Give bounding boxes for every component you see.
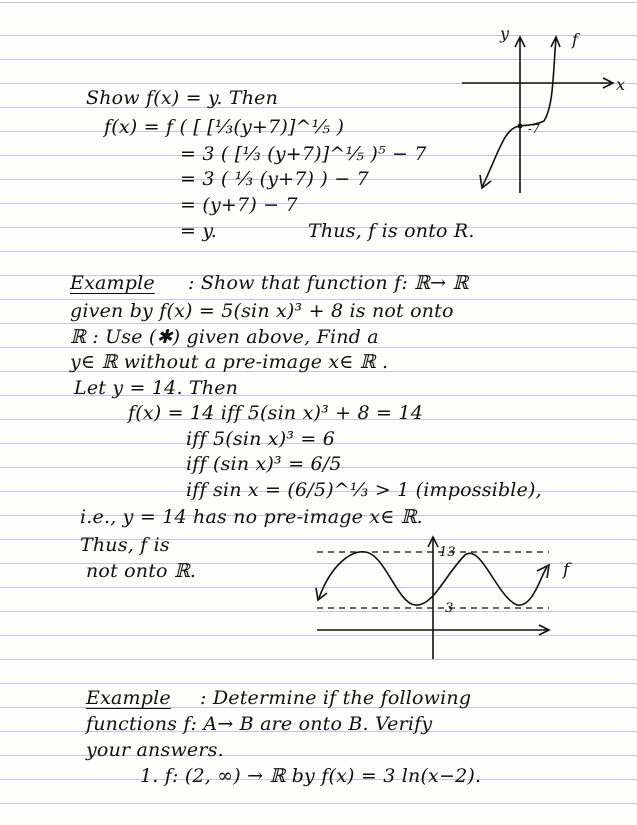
example1-line-1: : Show that function f: ℝ→ ℝ [188,272,469,294]
cubic-tick-label: -7 [528,122,540,136]
sine-f-label: f [563,560,570,580]
cubic-curve [482,39,556,187]
example1-heading: Example [70,272,155,294]
example1-line-2: given by f(x) = 5(sin x)³ + 8 is not onto [70,300,454,322]
cubic-graph [460,25,635,200]
example1-line-7: iff 5(sin x)³ = 6 [186,428,336,450]
example2-line-4: 1. f: (2, ∞) → ℝ by f(x) = 3 ln(x−2). [140,765,482,787]
example1-line-12: not onto ℝ. [86,560,197,582]
sine-graph [305,535,585,665]
proof-line-3: = 3 ( [⅓ (y+7)]^⅕ )⁵ − 7 [180,143,427,165]
example1-line-9: iff sin x = (6/5)^⅓ > 1 (impossible), [186,479,542,501]
proof-conclusion: Thus, f is onto R. [308,220,475,242]
proof-line-2: f(x) = f ( [ [⅓(y+7)]^⅕ ) [104,116,345,138]
cubic-f-label: f [572,30,578,49]
cubic-intercept-dot [518,124,523,129]
sine-top-label: 13 [439,545,456,560]
example2-line-1: : Determine if the following [200,687,472,709]
example1-line-4: y∈ ℝ without a pre-image x∈ ℝ . [70,351,389,373]
example1-line-8: iff (sin x)³ = 6/5 [186,453,342,475]
sine-bottom-label: 3 [445,601,454,616]
proof-line-4: = 3 ( ⅓ (y+7) ) − 7 [180,168,369,190]
proof-line-1: Show f(x) = y. Then [86,87,279,109]
proof-line-6: = y. [180,220,218,242]
example1-line-11: Thus, f is [80,534,170,556]
example2-heading: Example [86,687,171,709]
example1-line-3: ℝ : Use (✱) given above, Find a [70,326,379,348]
example2-line-2: functions f: A→ B are onto B. Verify [86,713,433,735]
proof-line-5: = (y+7) − 7 [180,194,298,216]
example1-line-5: Let y = 14. Then [74,377,239,399]
example1-line-6: f(x) = 14 iff 5(sin x)³ + 8 = 14 [128,402,423,424]
example2-line-3: your answers. [86,739,224,761]
cubic-y-label: y [500,24,510,43]
cubic-x-label: x [616,75,626,94]
example1-line-10: i.e., y = 14 has no pre-image x∈ ℝ. [80,506,423,528]
